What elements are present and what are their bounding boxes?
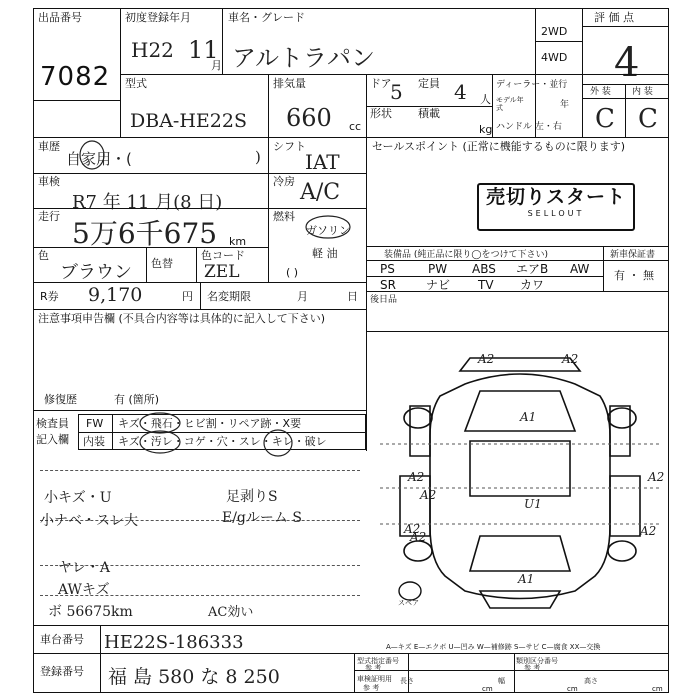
- note-line: [40, 470, 360, 471]
- person-unit: 人: [480, 93, 491, 106]
- length-label: 長さ: [400, 677, 414, 685]
- divider: [366, 331, 669, 332]
- damage-mark: A1: [520, 410, 537, 424]
- note-4: E/gルーム S: [222, 510, 302, 526]
- divider: [582, 8, 583, 137]
- divider: [33, 100, 120, 101]
- color-value: ブラウン: [60, 262, 132, 283]
- month-unit: 月: [211, 59, 222, 72]
- sellout-stamp: [477, 183, 635, 231]
- mileage-label: 走行: [38, 210, 60, 223]
- note-1: 小キズ・U: [44, 490, 112, 506]
- km-unit: km: [229, 235, 247, 248]
- reg-value: 福 島 580 な 8 250: [108, 666, 280, 688]
- note-7: ボ 56675km: [48, 604, 133, 620]
- displacement: 660: [286, 104, 332, 132]
- cc-unit: cc: [349, 120, 362, 133]
- divider: [366, 276, 603, 277]
- month-label: 月: [297, 290, 308, 303]
- divider: [354, 670, 669, 671]
- cm-unit-1: cm: [482, 685, 493, 693]
- fuel-circle: [300, 212, 360, 240]
- repair-value: 有 (箇所): [114, 393, 160, 406]
- damage-mark: A2: [640, 524, 657, 538]
- equipment-item-r1-1: PW: [428, 262, 448, 276]
- year-unit: 年: [560, 100, 570, 110]
- divider: [33, 309, 366, 310]
- divider: [535, 8, 536, 137]
- interior-label: 内 装: [632, 87, 653, 97]
- chassis-label: 車台番号: [40, 633, 84, 646]
- spare-label: スペア: [398, 599, 419, 607]
- ac-value: A/C: [300, 180, 341, 205]
- shift-label: シフト: [273, 140, 306, 153]
- history-circle: [78, 139, 106, 171]
- equipment-item-r2-1: ナビ: [426, 278, 451, 292]
- score-value: 4: [614, 40, 640, 86]
- damage-mark: A2: [562, 352, 579, 366]
- note-8: AC効い: [208, 605, 254, 620]
- note-5: ヤレ・A: [58, 560, 110, 576]
- cm-unit-3: cm: [652, 685, 663, 693]
- note-2: 小ナベ・スレ大: [40, 513, 138, 529]
- equipment-item-r2-0: SR: [380, 278, 396, 292]
- equipment-item-r1-3: エアB: [516, 262, 549, 276]
- first-reg-label: 初度登録年月: [125, 11, 191, 24]
- divider: [514, 653, 515, 693]
- shape-label: 形状: [370, 107, 392, 120]
- color-label: 色: [38, 249, 49, 262]
- capacity-value: 4: [454, 80, 467, 104]
- recycle-label: R券: [40, 290, 59, 303]
- color-change-label: 色替: [151, 257, 173, 270]
- divider: [268, 137, 269, 282]
- first-reg-month: 11: [188, 36, 219, 64]
- damage-mark: A2: [408, 470, 425, 484]
- damage-mark: A1: [518, 572, 535, 586]
- interior-grade: C: [638, 104, 658, 134]
- cert-sub: 参 考: [363, 684, 380, 692]
- damage-mark: A2: [478, 352, 495, 366]
- divider: [268, 74, 269, 137]
- recycle-value: 9,170: [88, 284, 143, 306]
- divider: [366, 246, 669, 247]
- color-code: ZEL: [204, 262, 240, 282]
- model-code: DBA-HE22S: [130, 110, 247, 132]
- width-label: 幅: [498, 677, 505, 685]
- load-label: 積載: [418, 107, 440, 120]
- class-label: 類別区分番号: [516, 657, 558, 665]
- mileage-value: 5万6千675: [72, 217, 218, 250]
- dealer-label: ディーラー・並行: [496, 80, 568, 90]
- divider: [366, 291, 669, 292]
- equipment-label: 装備品 (純正品に限り◯をつけて下さい): [384, 250, 548, 260]
- divider: [366, 331, 367, 451]
- damage-mark: A2: [648, 470, 665, 484]
- first-reg-era: H22: [131, 38, 174, 62]
- divider: [33, 625, 669, 626]
- divider: [625, 84, 626, 137]
- kg-unit: kg: [479, 123, 493, 136]
- model-year-label: モデル年式: [496, 96, 524, 112]
- divider: [33, 137, 669, 138]
- car-damage-diagram: [370, 336, 668, 634]
- handle-label: ハンドル 左・右: [496, 122, 562, 132]
- damage-mark: A2: [410, 530, 427, 544]
- doors-value: 5: [390, 80, 403, 104]
- entry-label: 記入欄: [36, 433, 69, 446]
- equipment-item-r1-4: AW: [570, 262, 590, 276]
- warranty-label: 新車保証書: [610, 250, 656, 260]
- divider: [33, 653, 669, 654]
- exterior-grade: C: [595, 104, 615, 134]
- doors-label: ドア: [370, 77, 392, 90]
- model-name: アルトラパン: [232, 44, 376, 72]
- divider: [582, 26, 669, 27]
- stamp-sub: SELLOUT: [527, 209, 585, 218]
- divider: [33, 173, 366, 174]
- warranty-value: 有 ・ 無: [614, 269, 654, 282]
- note-3: 足剥りS: [226, 489, 278, 505]
- drive-4wd: 4WD: [541, 51, 568, 64]
- height-label: 高さ: [584, 677, 598, 685]
- divider: [100, 625, 101, 693]
- divider: [196, 247, 197, 282]
- model-spec-label: 型式指定番号: [357, 657, 399, 665]
- score-label: 評 価 点: [594, 11, 634, 24]
- model-label: 車名・グレード: [228, 11, 305, 24]
- lot-number: 7082: [40, 62, 111, 92]
- divider: [535, 41, 582, 42]
- legend: A—キズ E—エクボ U—凹み W—補修跡 S—サビ C—腐食 XX—交換: [386, 643, 601, 651]
- cert-label: 車検証明用: [357, 675, 392, 683]
- divider: [200, 282, 201, 309]
- later-label: 後日品: [370, 295, 398, 305]
- interior-check-label: 内装: [83, 435, 105, 448]
- fuel-label: 燃料: [273, 210, 295, 223]
- fuel-light: 軽 油: [312, 247, 338, 260]
- damage-mark: A2: [420, 488, 437, 502]
- model-spec-sub: 参 考: [365, 664, 382, 672]
- divider: [222, 8, 223, 74]
- fuel-gas: ガソリン: [306, 224, 350, 237]
- ac-label: 冷房: [273, 175, 295, 188]
- cm-unit-2: cm: [567, 685, 578, 693]
- equipment-item-r2-2: TV: [478, 278, 494, 292]
- divider: [146, 247, 147, 282]
- inspection-label: 車検: [38, 175, 60, 188]
- displacement-label: 排気量: [273, 77, 306, 90]
- divider: [366, 260, 669, 261]
- equipment-item-r2-3: カワ: [520, 278, 545, 292]
- chassis-value: HE22S-186333: [104, 632, 244, 653]
- divider: [603, 246, 604, 291]
- divider: [366, 137, 367, 331]
- yen-unit: 円: [182, 290, 193, 303]
- model-code-label: 型式: [125, 77, 147, 90]
- inspector-label: 検査員: [36, 417, 69, 430]
- divider: [492, 74, 493, 137]
- notes-label: 注意事項申告欄 (不具合内容等は具体的に記入して下さい): [38, 312, 326, 325]
- shift-value: IAT: [305, 150, 340, 174]
- inspection-value: R7 年 11 月(8 日): [72, 192, 223, 213]
- history-label: 車歴: [38, 140, 60, 153]
- lot-label: 出品番号: [38, 11, 82, 24]
- fuel-paren: ( ): [286, 266, 299, 279]
- class-sub: 参 考: [524, 664, 541, 672]
- divider: [408, 653, 409, 693]
- divider: [120, 74, 669, 75]
- divider: [354, 653, 355, 693]
- equipment-item-r1-0: PS: [380, 262, 395, 276]
- history-close: ): [255, 148, 261, 166]
- check-circles: [138, 410, 328, 458]
- note-6: AWキズ: [58, 582, 110, 598]
- fw-label: FW: [86, 417, 104, 430]
- interior-items: キズ・汚レ・コゲ・穴・スレ・キレ・破レ: [118, 435, 327, 448]
- name-change-label: 名変期限: [207, 290, 251, 303]
- damage-mark: U1: [524, 497, 542, 511]
- divider: [120, 8, 121, 137]
- day-label: 日: [347, 290, 358, 303]
- drive-2wd: 2WD: [541, 25, 568, 38]
- damage-mark: A2: [404, 522, 421, 536]
- color-code-label: 色コード: [201, 249, 245, 262]
- divider: [112, 414, 113, 450]
- capacity-label: 定員: [418, 77, 440, 90]
- history-value: 自家用・(: [66, 150, 132, 168]
- divider: [33, 247, 268, 248]
- stamp-main: 売切りスタート: [485, 186, 626, 208]
- reg-label: 登録番号: [40, 665, 84, 678]
- sales-points-label: セールスポイント (正常に機能するものに限ります): [372, 140, 626, 153]
- repair-label: 修復歴: [44, 393, 77, 406]
- fw-items: キズ・飛石・ヒビ割・リペア跡・X要: [118, 417, 302, 430]
- divider: [33, 208, 366, 209]
- exterior-label: 外 装: [590, 87, 611, 97]
- equipment-item-r1-2: ABS: [472, 262, 496, 276]
